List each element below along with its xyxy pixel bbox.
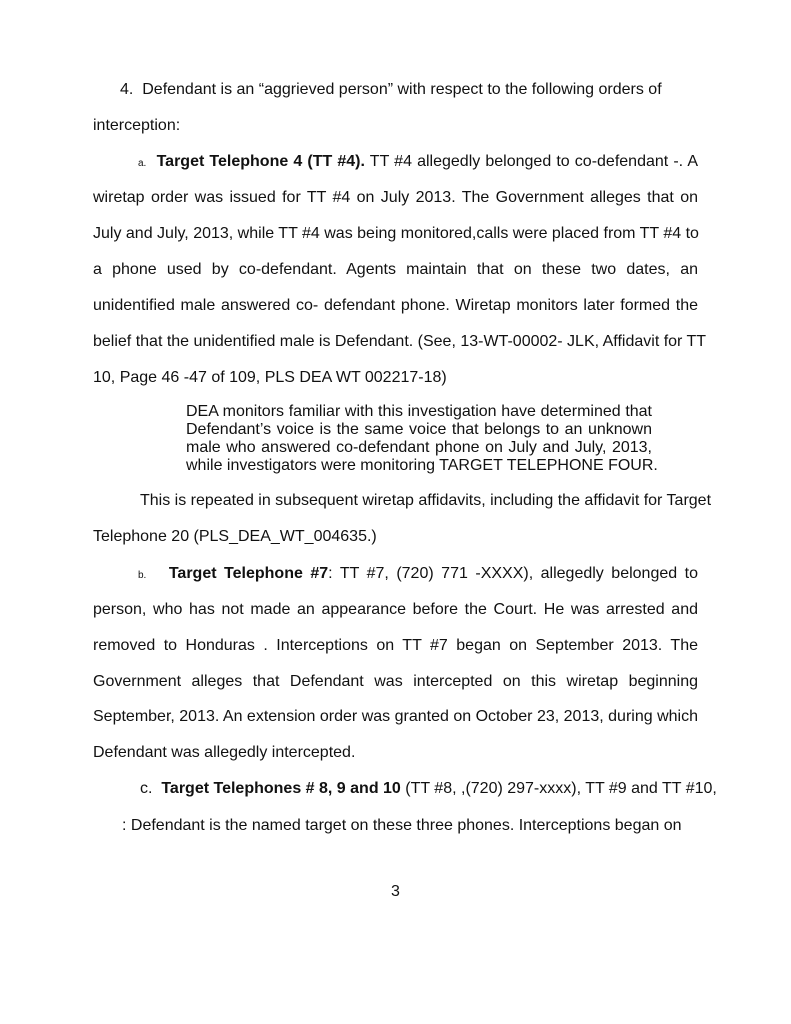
item-a-line-2: wiretap order was issued for TT #4 on July 2013. The Government alleges that on	[93, 189, 698, 206]
para-4-text: Defendant is an “aggrieved person” with respect to the following orders of	[142, 81, 662, 98]
block-quote-line-1: DEA monitors familiar with this investigation have determined that	[186, 403, 652, 420]
item-b-line-1	[138, 564, 698, 586]
para-4-line-2: interception:	[93, 117, 181, 134]
item-a-line-7: 10, Page 46 -47 of 109, PLS DEA WT 002217-18)	[93, 369, 447, 386]
item-b-marker: b.	[138, 570, 147, 581]
block-quote-line-2: Defendant’s voice is the same voice that belongs to an unknown	[186, 421, 652, 438]
item-b-text: : TT #7, (720) 771 -XXXX), allegedly belonged to	[328, 565, 698, 582]
item-b-line-6: Defendant was allegedly intercepted.	[93, 744, 356, 761]
item-c-line-1	[140, 779, 717, 799]
item-a-marker: a.	[138, 158, 147, 169]
item-a-heading: Target Telephone 4 (TT #4).	[156, 153, 365, 170]
item-b-heading: Target Telephone #7	[168, 565, 329, 582]
item-c-marker: c.	[140, 780, 153, 797]
repeat-para-line-2: Telephone 20 (PLS_DEA_WT_004635.)	[93, 528, 377, 545]
item-c-line-2: : Defendant is the named target on these three phones. Interceptions began on	[122, 817, 682, 834]
item-b-line-3: removed to Honduras . Interceptions on TT #7 began on September 2013. The	[93, 637, 698, 654]
item-a-line-1	[138, 152, 698, 174]
item-a-line-6: belief that the unidentified male is Defendant. (See, 13-WT-00002- JLK, Affidavit for TT	[93, 333, 707, 350]
item-b-line-4: Government alleges that Defendant was intercepted on this wiretap beginning	[93, 673, 698, 690]
item-a-line-3: July and July, 2013, while TT #4 was being monitored,calls were placed from TT #4 to	[93, 225, 699, 242]
block-quote	[186, 403, 658, 475]
repeat-para-line-1: This is repeated in subsequent wiretap affidavits, including the affidavit for Target	[140, 492, 712, 509]
item-c-heading: Target Telephones # 8, 9 and 10	[161, 780, 401, 797]
item-c-text: (TT #8, ,(720) 297-xxxx), TT #9 and TT #10,	[400, 780, 717, 797]
item-a-line-4: a phone used by co-defendant. Agents maintain that on these two dates, an	[93, 261, 698, 278]
para-4-line-1	[120, 80, 680, 100]
para-4-number: 4.	[120, 81, 134, 98]
item-b-line-5: September, 2013. An extension order was granted on October 23, 2013, during which	[93, 708, 698, 725]
item-a-line-5: unidentified male answered co- defendant phone. Wiretap monitors later formed the	[93, 297, 698, 314]
block-quote-line-4: while investigators were monitoring TARGET TELEPHONE FOUR.	[186, 457, 658, 474]
item-b-line-2: person, who has not made an appearance before the Court. He was arrested and	[93, 601, 698, 618]
page-number: 3	[391, 883, 400, 900]
block-quote-line-3: male who answered co-defendant phone on July and July, 2013,	[186, 439, 652, 456]
item-a-text: TT #4 allegedly belonged to co-defendant -. A	[364, 153, 699, 170]
